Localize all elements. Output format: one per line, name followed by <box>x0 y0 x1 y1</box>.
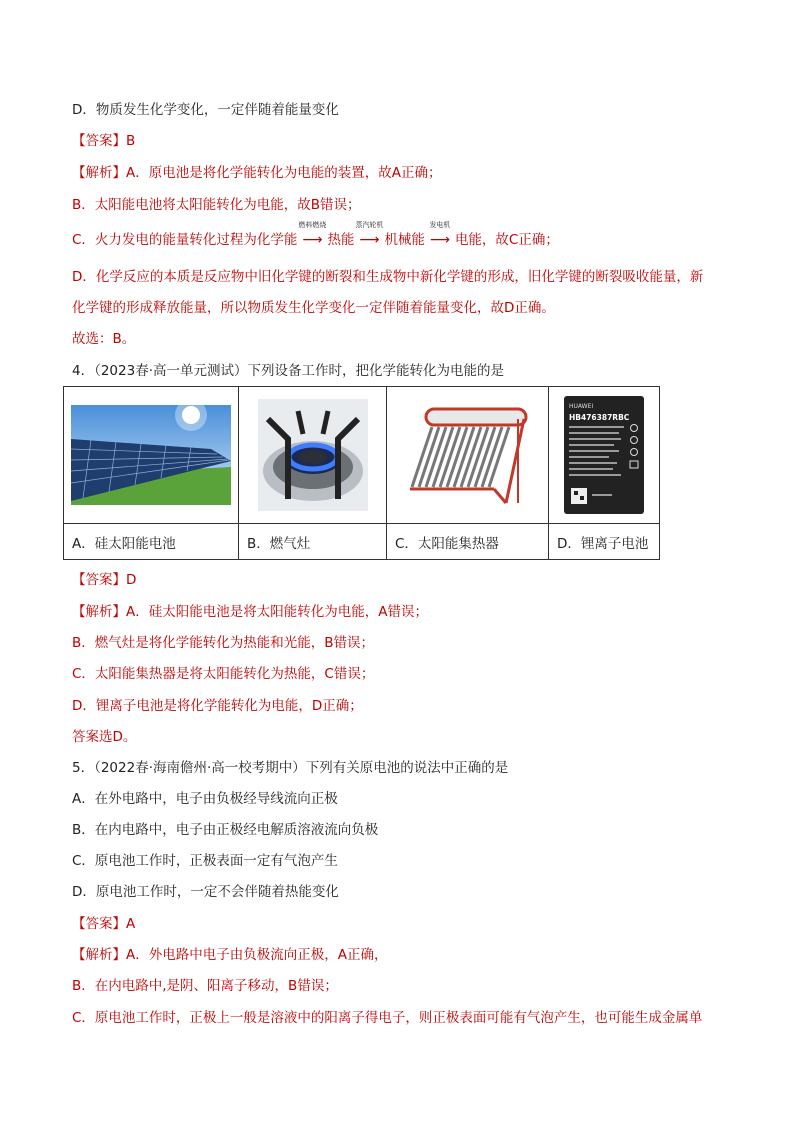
q5-option-b: B．在内电路中，电子由正极经电解质溶液流向负极 <box>72 822 379 838</box>
q5-analysis-b: B．在内电路中,是阴、阳离子移动，B错误； <box>72 978 338 994</box>
q3-analysis-b: B．太阳能电池将太阳能转化为电能，故B错误； <box>72 197 361 213</box>
q3-analysis-c <box>72 221 559 250</box>
q4-stem: 4．（2023春·高一单元测试）下列设备工作时，把化学能转化为电能的是 <box>72 363 504 379</box>
option-c-picture-cell <box>387 387 549 524</box>
option-b-caption: B．燃气灶 <box>239 524 387 560</box>
option-c-caption: C．太阳能集热器 <box>387 524 549 560</box>
q5-answer <box>72 914 135 934</box>
q5-option-d: D．原电池工作时，一定不会伴随着热能变化 <box>72 884 339 900</box>
answer-value: D <box>126 572 137 588</box>
solar-water-heater-image <box>406 405 530 505</box>
arrow-label: 燃料燃烧 <box>298 221 327 229</box>
analysis-c-mid2: 机械能 <box>384 232 425 248</box>
li-ion-battery-image <box>564 396 644 514</box>
q3-answer <box>72 131 135 151</box>
q5-analysis-c: C．原电池工作时，正极上一般是溶液中的阳离子得电子，则正极表面可能有气泡产生，也可能生成金属单 <box>72 1010 703 1026</box>
option-b-picture-cell <box>239 387 387 524</box>
q5-option-a: A．在外电路中，电子由负极经导线流向正极 <box>72 791 338 807</box>
q4-analysis-b: B．燃气灶是将化学能转化为热能和光能，B错误； <box>72 635 375 651</box>
q4-analysis-c: C．太阳能集热器是将太阳能转化为热能，C错误； <box>72 666 375 682</box>
option-a-caption: A．硅太阳能电池 <box>64 524 239 560</box>
analysis-c-end: 电能，故C正确； <box>454 232 559 248</box>
answer-label: 【答案】 <box>72 133 126 149</box>
q5-stem: 5．（2022春·海南儋州·高一校考期中）下列有关原电池的说法中正确的是 <box>72 760 509 776</box>
q5-analysis-a <box>72 945 387 965</box>
option-d-caption: D．锂离子电池 <box>549 524 660 560</box>
q3-analysis-d-2: 化学键的形成释放能量，所以物质发生化学变化一定伴随着能量变化，故D正确。 <box>72 300 555 316</box>
q4-conclusion: 答案选D。 <box>72 729 137 745</box>
analysis-c-mid1: 热能 <box>327 232 355 248</box>
option-a-picture-cell <box>64 387 239 524</box>
answer-label: 【答案】 <box>72 572 126 588</box>
analysis-label: 【解析】 <box>72 947 126 963</box>
q3-analysis-d-1: D．化学反应的本质是反应物中旧化学键的断裂和生成物中新化学键的形成，旧化学键的断裂吸收能量，新 <box>72 269 704 285</box>
solar-panel-image <box>71 405 231 505</box>
q4-options-table <box>63 386 660 560</box>
battery-model: HB476387RBC <box>569 413 630 422</box>
q3-conclusion: 故选：B。 <box>72 331 136 347</box>
arrow-label: 蒸汽轮机 <box>355 221 384 229</box>
analysis-text: A．外电路中电子由负极流向正极，A正确， <box>126 947 388 963</box>
arrow-label: 发电机 <box>429 221 451 229</box>
q4-analysis-a <box>72 602 428 622</box>
reaction-arrow-1: 燃料燃烧 ⟶ <box>299 230 325 250</box>
answer-value: A <box>126 916 136 932</box>
reaction-arrow-3: 发电机 ⟶ <box>427 230 453 250</box>
analysis-text: A．硅太阳能电池是将太阳能转化为电能，A错误； <box>126 604 428 620</box>
q3-option-d: D．物质发生化学变化，一定伴随着能量变化 <box>72 102 339 118</box>
analysis-text: A．原电池是将化学能转化为电能的装置，故A正确； <box>126 165 442 181</box>
q4-answer <box>72 570 136 590</box>
q5-option-c: C．原电池工作时，正极表面一定有气泡产生 <box>72 853 338 869</box>
answer-label: 【答案】 <box>72 916 126 932</box>
analysis-c-start: C．火力发电的能量转化过程为化学能 <box>72 232 298 248</box>
battery-brand: HUAWEI <box>569 403 594 410</box>
q4-analysis-d: D．锂离子电池是将化学能转化为电能，D正确； <box>72 698 363 714</box>
q3-analysis-a <box>72 163 441 183</box>
analysis-label: 【解析】 <box>72 604 126 620</box>
option-d-picture-cell <box>549 387 660 524</box>
gas-stove-image <box>258 399 368 511</box>
reaction-arrow-2: 蒸汽轮机 ⟶ <box>356 230 382 250</box>
analysis-label: 【解析】 <box>72 165 126 181</box>
answer-value: B <box>126 133 136 149</box>
